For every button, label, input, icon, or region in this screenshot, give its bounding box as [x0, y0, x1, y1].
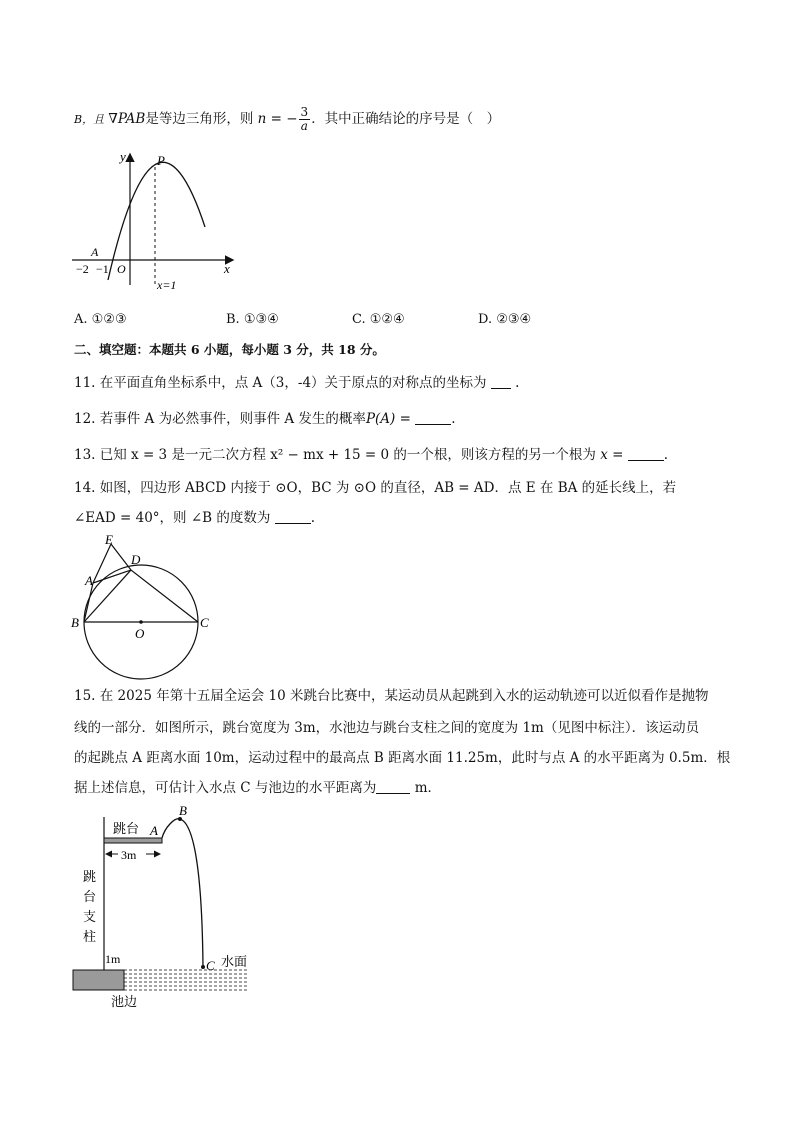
- question-14-line1: 14. 如图，四边形 ABCD 内接于 ⊙O，BC 为 ⊙O 的直径，AB = AD．点 E 在 BA 的延长线上，若: [74, 480, 677, 496]
- pillar-char-1: 跳: [83, 869, 97, 884]
- pool-edge-block: [73, 970, 124, 990]
- label-b: B: [71, 615, 79, 630]
- choice-d[interactable]: D. ②③④: [478, 312, 532, 327]
- q14-answer-blank[interactable]: [275, 509, 311, 524]
- choice-c[interactable]: C. ①②④: [352, 312, 405, 327]
- q10-fraction: [299, 106, 311, 133]
- choice-a[interactable]: A. ①②③: [74, 312, 127, 327]
- label-a: A: [150, 823, 158, 838]
- point-p-label: P: [157, 153, 165, 168]
- q15-unit: m．: [414, 780, 442, 796]
- y-label: y: [120, 149, 126, 164]
- x-label: x: [224, 261, 230, 276]
- tick-neg1: −1: [96, 262, 109, 276]
- trajectory-curve: [162, 819, 203, 967]
- question-15-line1: 15. 在 2025 年第十五届全运会 10 米跳台比赛中，某运动员从起跳到入水的运动轨迹可以近似看作是抛物: [74, 688, 709, 704]
- water-hatching: [124, 970, 247, 990]
- q10-mid: 是等边三角形，则: [145, 111, 254, 127]
- tick-neg2: −2: [76, 262, 89, 276]
- q13-text: 13. 已知 x = 3 是一元二次方程 x² − mx + 15 = 0 的一个根，则该方程的另一个根为: [74, 447, 596, 463]
- q12-text: 12. 若事件 A 为必然事件，则事件 A 发生的概率: [74, 411, 366, 427]
- label-c: C: [206, 958, 215, 973]
- q11-answer-blank[interactable]: [491, 374, 511, 389]
- q12-answer-blank[interactable]: [415, 410, 451, 425]
- label-o: O: [135, 626, 145, 641]
- label-b: B: [179, 805, 187, 818]
- point-c-dot: [201, 965, 205, 969]
- q13-answer-blank[interactable]: [628, 446, 664, 461]
- point-a-label: A: [91, 245, 99, 259]
- q10-triangle: ∇PAB: [108, 111, 146, 127]
- segment-ed: [111, 544, 131, 570]
- label-d: D: [131, 552, 141, 567]
- q10-frac-num: 3: [300, 105, 309, 119]
- q13-end: .: [663, 447, 669, 463]
- gap-label: 1m: [105, 952, 121, 966]
- question-11: [74, 373, 519, 393]
- q12-end: .: [451, 411, 456, 427]
- question-15-line2: 线的一部分．如图所示，跳台宽度为 3m，水池边与跳台支柱之间的宽度为 1m（见图中标注）．该运动员: [74, 720, 700, 736]
- circle-quadrilateral-figure: [65, 530, 225, 680]
- parabola-graph: [60, 145, 260, 295]
- pool-edge-label: 池边: [111, 994, 138, 1009]
- q10-pre: B，且: [74, 113, 105, 126]
- platform-rect: [104, 838, 162, 843]
- label-e: E: [105, 532, 113, 547]
- question-15-line3: 的起跳点 A 距离水面 10m，运动过程中的最高点 B 距离水面 11.25m，此时与点 A 的水平距离为 0.5m．根: [74, 750, 731, 766]
- section-heading-fill-in: 二、填空题：本题共 6 小题，每小题 3 分，共 18 分。: [74, 342, 385, 357]
- quadrilateral-abcd: [84, 570, 198, 622]
- pillar-char-2: 台: [83, 889, 97, 904]
- q15-answer-blank[interactable]: [376, 779, 410, 794]
- question-15-line4: [74, 778, 441, 798]
- q10-frac-den: a: [300, 119, 308, 133]
- width-label: 3m: [121, 848, 137, 862]
- question-13: [74, 445, 668, 465]
- question-12: [74, 409, 456, 429]
- label-a: A: [85, 573, 93, 588]
- question-14-line2: [74, 508, 315, 528]
- q12-expr: P(A) =: [365, 411, 411, 427]
- center-dot: [139, 620, 143, 624]
- question-10-tail: [74, 106, 500, 133]
- water-label: 水面: [221, 954, 248, 969]
- q14-end: .: [310, 510, 315, 526]
- choice-b[interactable]: B. ①③④: [226, 312, 279, 327]
- label-c: C: [200, 615, 209, 630]
- q15-line4-text: 据上述信息，可估计入水点 C 与池边的水平距离为: [74, 780, 377, 796]
- q14-line2-text: ∠EAD = 40°，则 ∠B 的度数为: [74, 510, 271, 526]
- pillar-char-3: 支: [83, 909, 97, 924]
- q11-end: .: [515, 375, 520, 391]
- q13-expr: x =: [600, 447, 624, 463]
- platform-label: 跳台: [113, 821, 140, 836]
- q10-n-eq: n = −: [257, 111, 298, 127]
- axis-of-symmetry-label: x=1: [157, 278, 177, 292]
- q10-post: ．其中正确结论的序号是（ ）: [311, 111, 501, 127]
- pillar-char-4: 柱: [83, 929, 97, 944]
- diving-platform-figure: [65, 805, 265, 1015]
- origin-label: O: [117, 262, 126, 276]
- q11-text: 11. 在平面直角坐标系中，点 A（3，-4）关于原点的对称点的坐标为: [74, 375, 487, 391]
